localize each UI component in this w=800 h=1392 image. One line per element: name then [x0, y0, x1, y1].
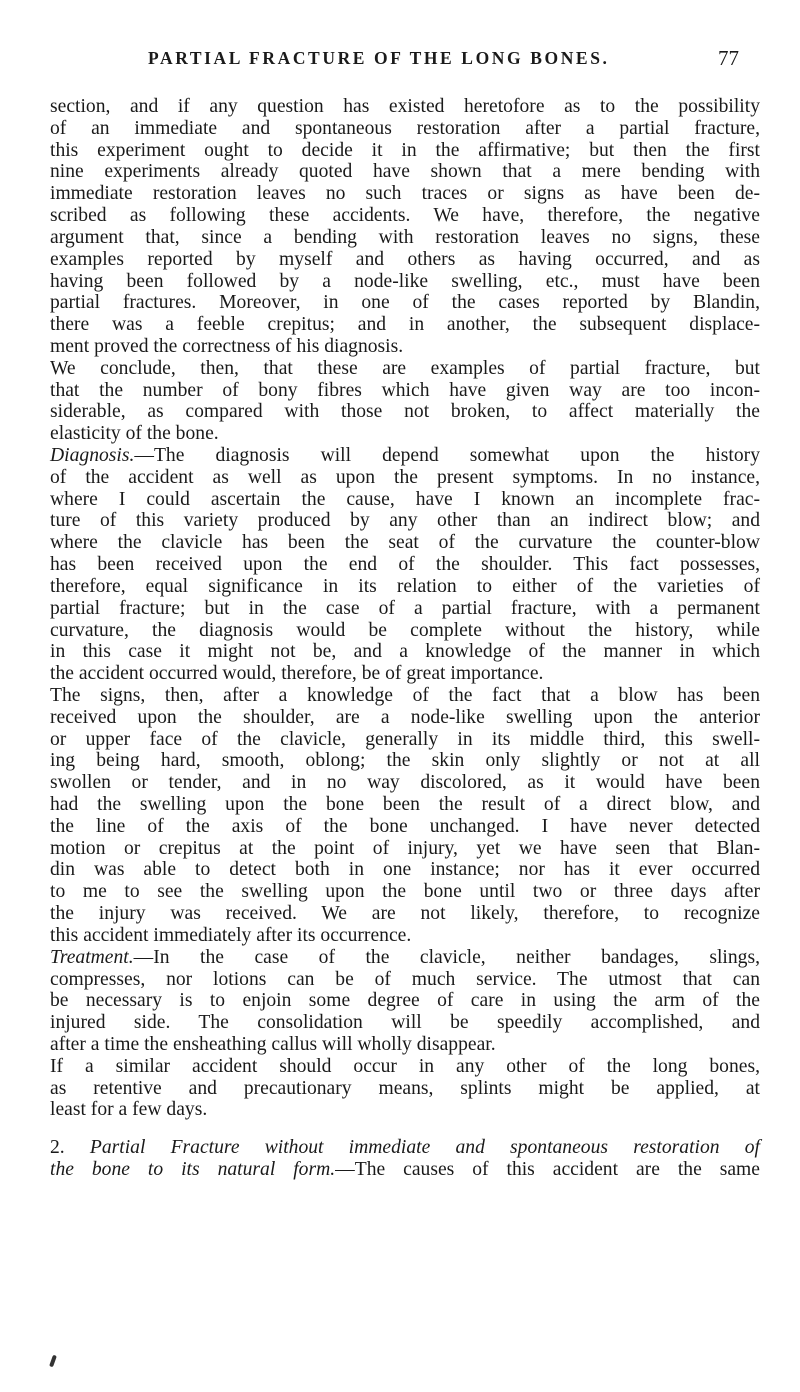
text-line	[50, 794, 760, 816]
line-text: of an immediate and spontaneous restoration after a partial fracture,	[50, 117, 760, 139]
line-text: where the clavicle has been the seat of the curvature the counter-blow	[50, 532, 760, 554]
line-text: the accident occurred would, therefore, be of great importance.	[50, 663, 544, 685]
text-line	[50, 271, 760, 293]
line-text: the line of the axis of the bone unchanged. I have never detected	[50, 815, 760, 837]
text-line	[50, 532, 760, 554]
body-text	[50, 96, 760, 1181]
text-line	[50, 1056, 760, 1078]
line-text: motion or crepitus at the point of injury, yet we have seen that Blan-	[50, 837, 760, 859]
text-line	[50, 990, 760, 1012]
line-text: ment proved the correctness of his diagnosis.	[50, 335, 404, 357]
text-line	[50, 707, 760, 729]
line-text: scribed as following these accidents. We have, therefore, the negative	[50, 205, 760, 227]
line-text: this accident immediately after its occurrence.	[50, 924, 412, 946]
text-line	[50, 1034, 760, 1056]
text-line	[50, 358, 760, 380]
text-line	[50, 161, 760, 183]
line-text: or upper face of the clavicle, generally in its middle third, this swell-	[50, 728, 760, 750]
line-text: the injury was received. We are not likely, therefore, to recognize	[50, 903, 760, 925]
text-line	[50, 838, 760, 860]
text-line	[50, 620, 760, 642]
line-text: —In the case of the clavicle, neither bandages, slings,	[133, 946, 760, 968]
text-line	[50, 816, 760, 838]
text-line	[50, 750, 760, 772]
text-line	[50, 947, 760, 969]
text-line	[50, 118, 760, 140]
text-line	[50, 380, 760, 402]
section-number: 2.	[50, 1137, 65, 1159]
text-line	[50, 183, 760, 205]
text-line	[50, 881, 760, 903]
text-line	[50, 772, 760, 794]
line-text: there was a feeble crepitus; and in another, the subsequent displace-	[50, 314, 760, 336]
text-line	[50, 663, 760, 685]
line-text: curvature, the diagnosis would be complete without the history, while	[50, 619, 760, 641]
text-line	[50, 598, 760, 620]
section-heading-line	[50, 1137, 760, 1159]
section-text: —The causes of this accident are the same	[335, 1159, 760, 1180]
text-line	[50, 1012, 760, 1034]
line-text: this experiment ought to decide it in the affirmative; but then the first	[50, 139, 760, 161]
line-text: having been followed by a node-like swelling, etc., must have been	[50, 270, 760, 292]
line-text: in this case it might not be, and a knowledge of the manner in which	[50, 641, 760, 663]
text-line	[50, 401, 760, 423]
line-text: argument that, since a bending with restoration leaves no signs, these	[50, 226, 760, 248]
line-text: therefore, equal significance in its relation to either of the varieties of	[50, 575, 760, 597]
line-text: received upon the shoulder, are a node-like swelling upon the anterior	[50, 706, 760, 728]
line-text: siderable, as compared with those not broken, to affect materially the	[50, 401, 760, 423]
line-text: partial fracture; but in the case of a partial fracture, with a permanent	[50, 597, 760, 619]
line-text: after a time the ensheathing callus will wholly disappear.	[50, 1033, 496, 1055]
text-line	[50, 227, 760, 249]
line-text: injured side. The consolidation will be speedily accomplished, and	[50, 1012, 760, 1034]
section-title-continued: the bone to its natural form.	[50, 1159, 336, 1180]
page-number: 77	[718, 46, 739, 70]
line-text: immediate restoration leaves no such traces or signs as have been de-	[50, 183, 760, 205]
text-line	[50, 140, 760, 162]
text-line	[50, 445, 760, 467]
line-text: partial fractures. Moreover, in one of the cases reported by Blandin,	[50, 292, 760, 314]
line-text: to me to see the swelling upon the bone until two or three days after	[50, 881, 760, 903]
run-in-heading: Treatment.	[50, 946, 134, 968]
text-line	[50, 554, 760, 576]
text-line	[50, 510, 760, 532]
text-line	[50, 292, 760, 314]
text-line	[50, 314, 760, 336]
text-line	[50, 1099, 760, 1121]
line-text: din was able to detect both in one instance; nor has it ever occurred	[50, 859, 760, 881]
line-text: has been received upon the end of the shoulder. This fact possesses,	[50, 554, 760, 576]
line-text: that the number of bony fibres which have given way are too incon-	[50, 379, 760, 401]
run-in-heading: Diagnosis.	[50, 445, 135, 466]
section-gap	[50, 1121, 760, 1137]
line-text: had the swelling upon the bone been the result of a direct blow, and	[50, 794, 760, 815]
text-line	[50, 969, 760, 991]
line-text: The signs, then, after a knowledge of the fact that a blow has been	[50, 684, 760, 706]
line-text: examples reported by myself and others as having occurred, and as	[50, 248, 760, 270]
section-heading-line	[50, 1159, 760, 1181]
line-text: as retentive and precautionary means, splints might be applied, at	[50, 1077, 760, 1099]
line-text: be necessary is to enjoin some degree of care in using the arm of the	[50, 990, 760, 1012]
text-line	[50, 903, 760, 925]
line-text: ing being hard, smooth, oblong; the skin only slightly or not at all	[50, 750, 760, 772]
text-line	[50, 1078, 760, 1100]
text-line	[50, 925, 760, 947]
text-line	[50, 489, 760, 511]
line-text: We conclude, then, that these are examples of partial fracture, but	[50, 357, 760, 379]
line-text: where I could ascertain the cause, have I known an incomplete frac-	[50, 488, 760, 510]
line-text: of the accident as well as upon the present symptoms. In no instance,	[50, 466, 760, 488]
text-line	[50, 576, 760, 598]
section-title: Partial Fracture without immediate and spontaneous restoration of	[89, 1137, 760, 1159]
text-line	[50, 249, 760, 271]
text-line	[50, 205, 760, 227]
line-text: —The diagnosis will depend somewhat upon the history	[134, 445, 760, 466]
line-text: least for a few days.	[50, 1099, 208, 1121]
text-line	[50, 641, 760, 663]
line-text: ture of this variety produced by any other than an indirect blow; and	[50, 510, 760, 532]
ink-mark	[49, 1355, 57, 1368]
text-line	[50, 685, 760, 707]
line-text: If a similar accident should occur in any other of the long bones,	[50, 1055, 760, 1077]
text-line	[50, 96, 760, 118]
text-line	[50, 336, 760, 358]
line-text: compresses, nor lotions can be of much service. The utmost that can	[50, 968, 760, 990]
text-line	[50, 859, 760, 881]
line-text: nine experiments already quoted have shown that a mere bending with	[50, 161, 760, 183]
line-text: section, and if any question has existed heretofore as to the possibility	[50, 96, 760, 117]
line-text: elasticity of the bone.	[50, 423, 219, 445]
text-line	[50, 467, 760, 489]
running-title: PARTIAL FRACTURE OF THE LONG BONES.	[148, 48, 610, 68]
running-head	[0, 48, 800, 76]
text-line	[50, 423, 760, 445]
line-text: swollen or tender, and in no way discolored, as it would have been	[50, 772, 760, 794]
text-line	[50, 729, 760, 751]
